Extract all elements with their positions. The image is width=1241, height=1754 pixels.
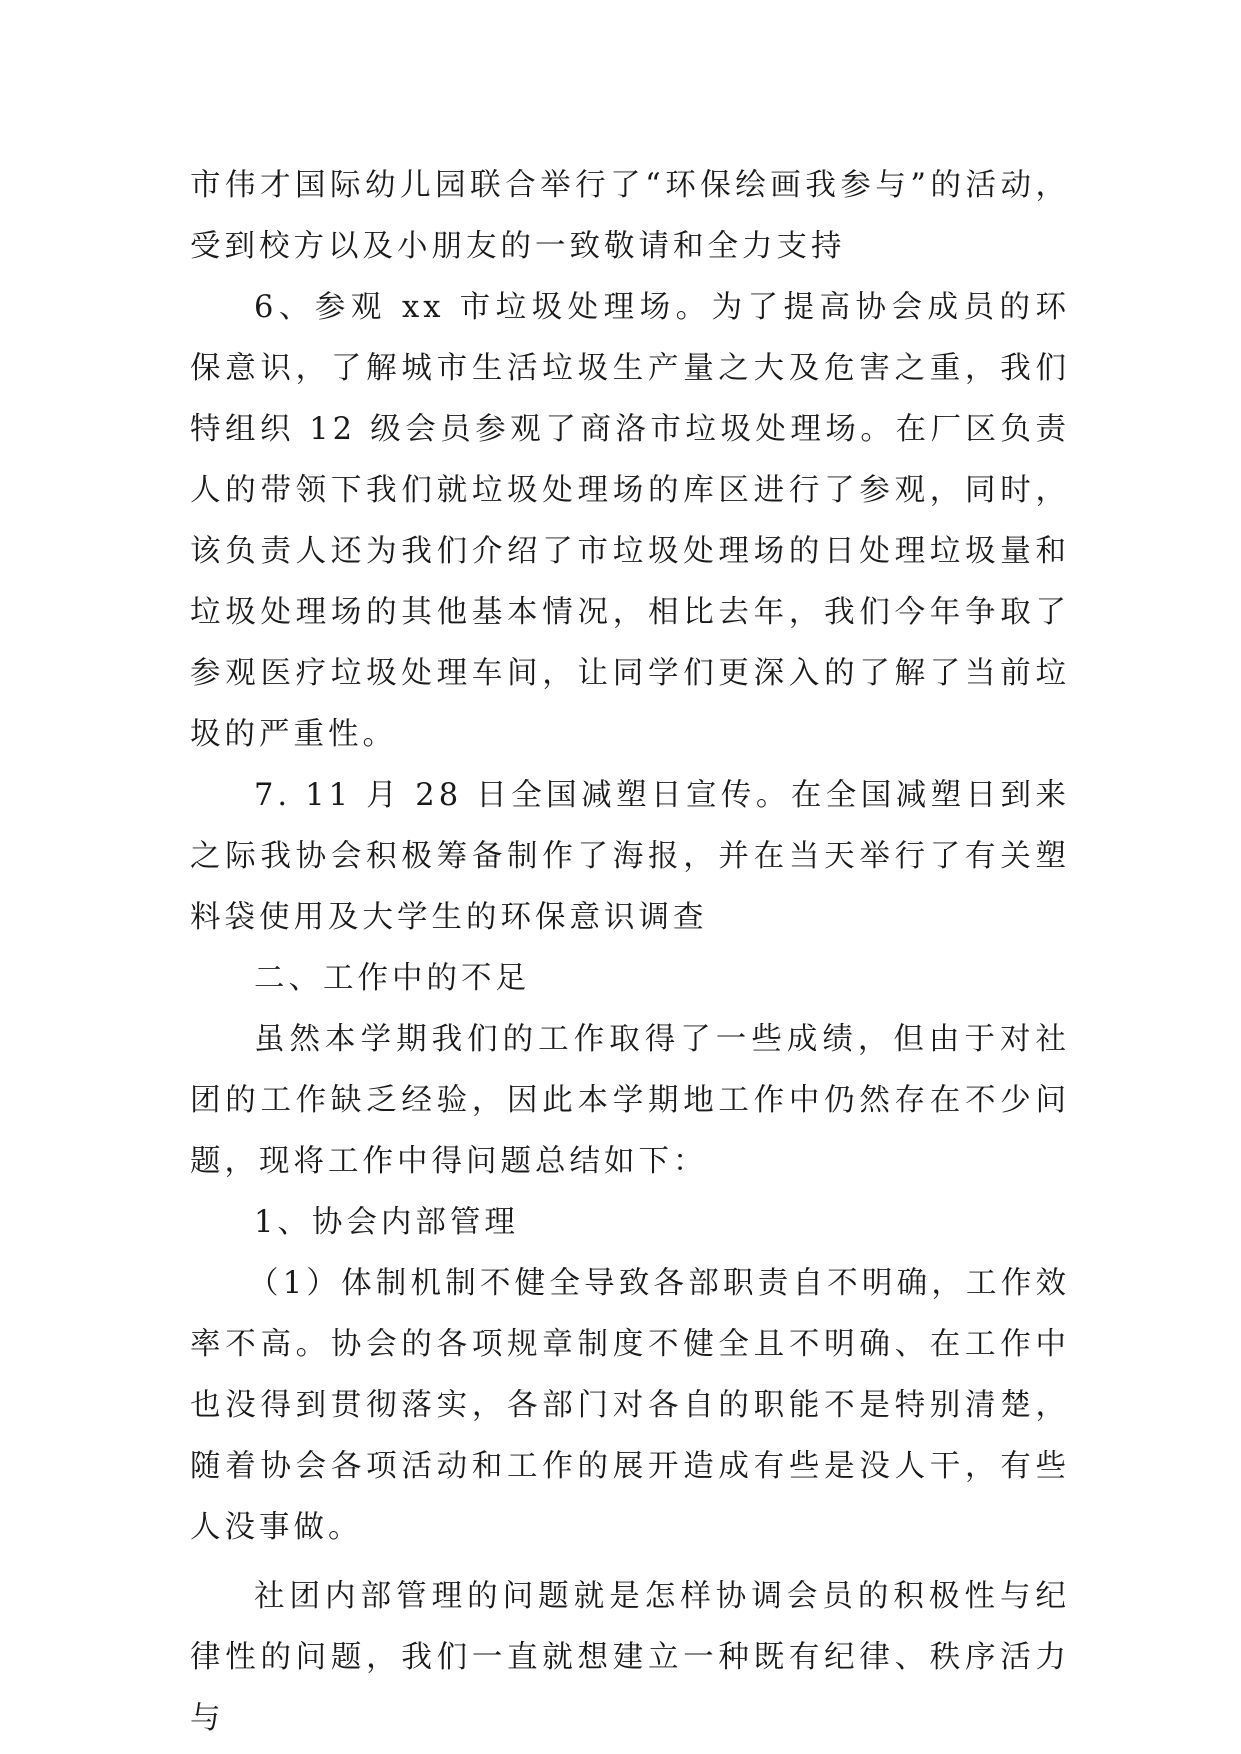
paragraph-item-7-plastic-reduction-day: 7. 11 月 28 日全国减塑日宣传。在全国减塑日到来之际我协会积极筹备制作了海报，并在当天举行了有关塑料袋使用及大学生的环保意识调查	[190, 778, 1070, 935]
section-heading-shortcomings: 二、工作中的不足	[254, 961, 530, 996]
paragraph-shortcomings-intro: 虽然本学期我们的工作取得了一些成绩，但由于对社团的工作缺乏经验，因此本学期地工作中仍然存在不少问题，现将工作中得问题总结如下：	[190, 1022, 1070, 1179]
paragraph-internal-management-issue: 社团内部管理的问题就是怎样协调会员的积极性与纪律性的问题，我们一直就想建立一种既有纪律、秩序活力与	[190, 1579, 1070, 1736]
paragraph-activity-continuation: 市伟才国际幼儿园联合举行了“环保绘画我参与”的活动，受到校方以及小朋友的一致敬请和全力支持	[190, 168, 1070, 264]
paragraph-item-6-landfill-visit: 6、参观 xx 市垃圾处理场。为了提高协会成员的环保意识，了解城市生活垃圾生产量之大及危害之重，我们特组织 12 级会员参观了商洛市垃圾处理场。在厂区负责人的带领下我们就垃圾处理场的库区进行了参观，同时，该负责人还为我们介绍了市垃圾处理场的日处理垃圾量和垃圾处理场的其他基本情况，相比去年，我们今年争取了参观医疗垃圾处理车间，让同学们更深入的了解了当前垃圾的严重性。	[190, 290, 1070, 752]
subheading-internal-management: 1、协会内部管理	[254, 1205, 519, 1240]
paragraph-system-mechanism: （1）体制机制不健全导致各部职责自不明确，工作效率不高。协会的各项规章制度不健全且不明确、在工作中也没得到贯彻落实，各部门对各自的职能不是特别清楚，随着协会各项活动和工作的展开造成有些是没人干，有些人没事做。	[190, 1266, 1070, 1545]
document-body	[190, 155, 1070, 1749]
